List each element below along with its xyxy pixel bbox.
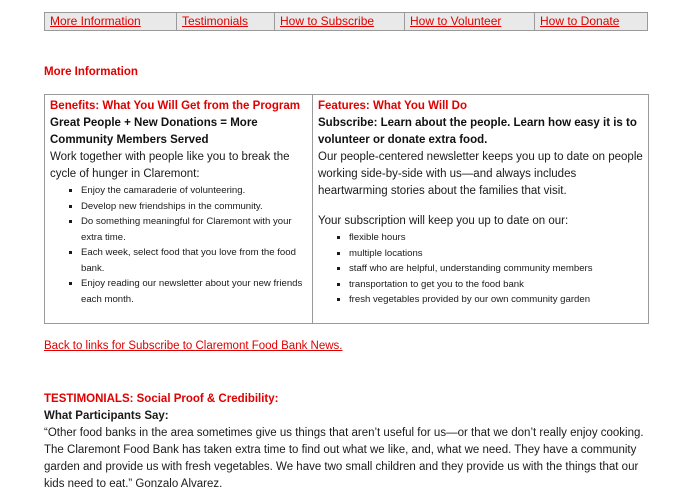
testimonials-subheading: What Participants Say: [44,410,169,422]
benefits-column [45,95,313,323]
list-item: ▪ staff who are helpful, understanding community members [349,261,643,277]
features-title: Features: What You Will Do [318,100,467,112]
testimonials-section [44,391,654,493]
features-list [318,230,643,308]
benefits-subtitle: Great People + New Donations = More Community Members Served [50,117,258,146]
list-item: ▪ Enjoy reading our newsletter about your new friends each month. [81,276,307,307]
spacer [318,200,643,213]
list-item: ▪ multiple locations [349,246,643,262]
features-intro: Our people-centered newsletter keeps you up to date on people working side-by-side with us—and always includes heartwarming stories about the families that visit. [318,151,643,197]
benefits-intro: Work together with people like you to break the cycle of hunger in Claremont: [50,151,290,180]
nav-link-testimonials[interactable]: Testimonials [177,13,275,30]
nav-link-how-to-donate[interactable]: How to Donate [540,14,620,28]
features-subtitle: Subscribe: Learn about the people. Learn how easy it is to volunteer or donate extra food. [318,117,637,146]
list-item: ▪ Develop new friendships in the community. [81,199,307,215]
info-table [44,94,649,324]
features-list-intro: Your subscription will keep you up to date on our: [318,215,569,227]
list-item: ▪ Each week, select food that you love from the food bank. [81,245,307,276]
list-item: ▪ Enjoy the camaraderie of volunteering. [81,183,307,199]
list-item: ▪ flexible hours [349,230,643,246]
nav-link-how-to-volunteer[interactable]: How to Volunteer [405,13,535,30]
benefits-title: Benefits: What You Will Get from the Program [50,100,300,112]
list-item: ▪ transportation to get you to the food bank [349,277,643,293]
list-item: ▪ Do something meaningful for Claremont with your extra time. [81,214,307,245]
testimonials-heading: TESTIMONIALS: Social Proof & Credibility: [44,393,279,405]
back-to-links-link[interactable]: Back to links for Subscribe to Claremont Food Bank News. [44,340,343,352]
features-column [313,95,648,323]
more-information-heading: More Information [44,66,138,78]
testimonial-quote: “Other food banks in the area sometimes give us things that aren’t useful for us—or that we don’t really enjoy cooking. The Claremont Food Bank has taken extra time to find out what we like, and, what we need. They have a community garden and provide us with fresh vegetables. We have two small children and they provide us with the things that our kids need to eat.” Gonzalo Alvarez. [44,427,644,490]
nav-link-more-information[interactable]: More Information [45,13,177,30]
top-nav [44,12,648,31]
nav-link-how-to-subscribe[interactable]: How to Subscribe [275,13,405,30]
benefits-list [50,183,307,307]
list-item: ▪ fresh vegetables provided by our own community garden [349,292,643,308]
